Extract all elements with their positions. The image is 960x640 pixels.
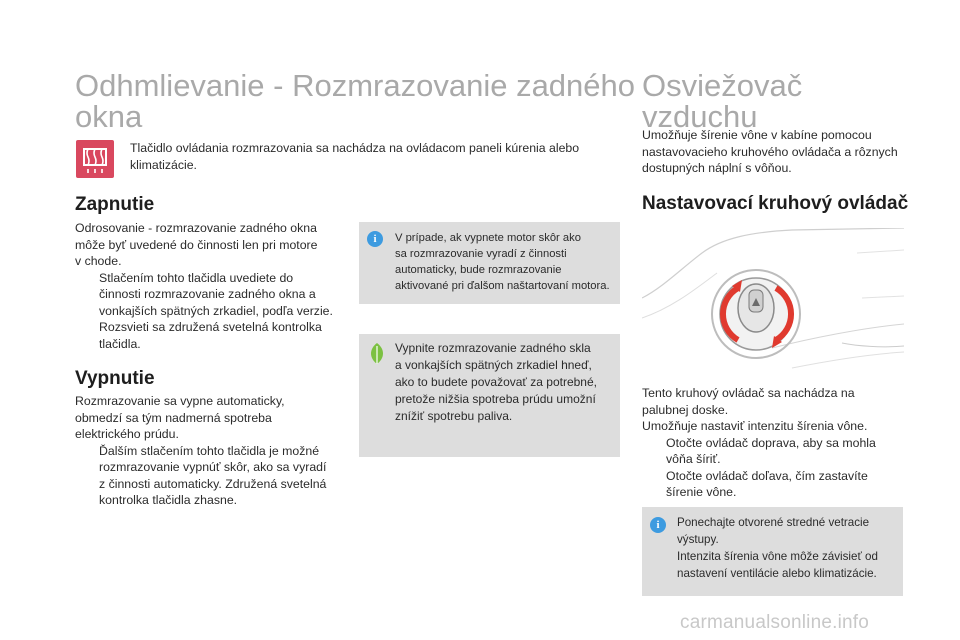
info-text <box>395 230 617 294</box>
section-zapnutie <box>75 220 350 352</box>
title-line-2: vzduchu <box>642 99 758 134</box>
rear-defrost-icon <box>76 140 114 178</box>
tip-line: pretože nižšia spotreba prúdu umožní <box>395 392 596 406</box>
info-icon: i <box>650 517 666 533</box>
info-line: výstupy. <box>677 533 719 546</box>
bullet-line: Rozsvieti sa združená svetelná kontrolka <box>99 320 322 334</box>
bullet-item <box>642 435 917 468</box>
info-line: nastavení ventilácie alebo klimatizácie. <box>677 567 877 580</box>
info-line: Intenzita šírenia vône môže závisieť od <box>677 550 878 563</box>
info-line: aktivované pri ďalšom naštartovaní motora. <box>395 280 610 292</box>
info-line: V prípade, ak vypnete motor skôr ako <box>395 232 581 244</box>
text-line: palubnej doske. <box>642 402 729 417</box>
heading-knob: Nastavovací kruhový ovládač <box>642 193 909 214</box>
intro-line: nastavovacieho kruhového ovládača a rôznych <box>642 144 898 159</box>
tip-box-defrost <box>359 334 620 457</box>
bullet-line: činnosti rozmrazovanie zadného okna a <box>99 287 316 301</box>
freshener-intro <box>642 127 917 177</box>
intro-line: Tlačidlo ovládania rozmrazovania sa nachádza na ovládacom paneli kúrenia alebo <box>130 141 580 155</box>
intro-line: klimatizácie. <box>130 157 197 172</box>
bullet-item <box>642 468 917 501</box>
text-line: obmedzí sa tým nadmerná spotreba <box>75 410 272 425</box>
page-title-left <box>75 70 635 132</box>
text-line: Odrosovanie - rozmrazovanie zadného okna <box>75 221 317 235</box>
heading-vypnutie: Vypnutie <box>75 368 155 389</box>
watermark: carmanualsonline.info <box>680 612 870 633</box>
tip-line: znížiť spotrebu paliva. <box>395 409 513 423</box>
intro-line: Umožňuje šírenie vône v kabíne pomocou <box>642 128 872 142</box>
text-line: Umožňuje nastaviť intenzitu šírenia vône. <box>642 419 868 433</box>
bullet-line: z činnosti automaticky. Združená svetelná <box>99 476 327 491</box>
info-icon: i <box>367 231 383 247</box>
tip-text <box>395 340 617 425</box>
page-title-right <box>642 70 802 132</box>
bullet-line: Stlačením tohto tlačidla uvediete do <box>99 270 294 285</box>
info-line: automaticky, bude rozmrazovanie <box>395 264 562 276</box>
bullet-item <box>75 443 350 509</box>
title-line-1: Odhmlievanie - Rozmrazovanie zadného <box>75 68 636 103</box>
bullet-line: kontrolka tlačidla zhasne. <box>99 493 238 507</box>
bullet-line: rozmrazovanie vypnúť skôr, ako sa vyradí <box>99 460 327 474</box>
tip-line: Vypnite rozmrazovanie zadného skla <box>395 341 591 355</box>
intro-line: dostupných náplní s vôňou. <box>642 161 792 175</box>
info-line: Ponechajte otvorené stredné vetracie <box>677 516 870 529</box>
heading-zapnutie: Zapnutie <box>75 194 155 215</box>
text-line: Rozmrazovanie sa vypne automaticky, <box>75 394 285 408</box>
info-box-freshener <box>642 507 903 596</box>
bullet-item <box>75 270 350 353</box>
title-line-2: okna <box>75 99 143 134</box>
knob-description <box>642 385 917 501</box>
bullet-line: tlačidla. <box>99 336 141 351</box>
bullet-line: Otočte ovládač doľava, čím zastavíte <box>666 468 868 483</box>
rotary-knob-illustration <box>642 228 904 378</box>
text-line: Tento kruhový ovládač sa nachádza na <box>642 386 855 400</box>
bullet-line: vôňa šíriť. <box>666 452 721 466</box>
bullet-line: Ďalším stlačením tohto tlačidla je možné <box>99 443 320 458</box>
bullet-line: šírenie vône. <box>666 485 737 499</box>
title-line-1: Osviežovač <box>642 68 803 103</box>
leaf-icon <box>367 342 387 366</box>
bullet-line: vonkajších spätných zrkadiel, podľa verzie. <box>99 303 333 318</box>
info-box-defrost <box>359 222 620 304</box>
defrost-intro <box>130 140 600 173</box>
section-vypnutie <box>75 393 350 509</box>
info-line: sa rozmrazovanie vyradí z činnosti <box>395 248 567 260</box>
tip-line: ako to budete považovať za potrebné, <box>395 375 597 389</box>
info-text <box>677 514 901 582</box>
tip-line: a vonkajších spätných zrkadiel hneď, <box>395 358 592 372</box>
text-line: v chode. <box>75 254 122 268</box>
text-line: elektrického prúdu. <box>75 427 179 441</box>
bullet-line: Otočte ovládač doprava, aby sa mohla <box>666 435 876 450</box>
text-line: môže byť uvedené do činnosti len pri motore <box>75 237 318 252</box>
